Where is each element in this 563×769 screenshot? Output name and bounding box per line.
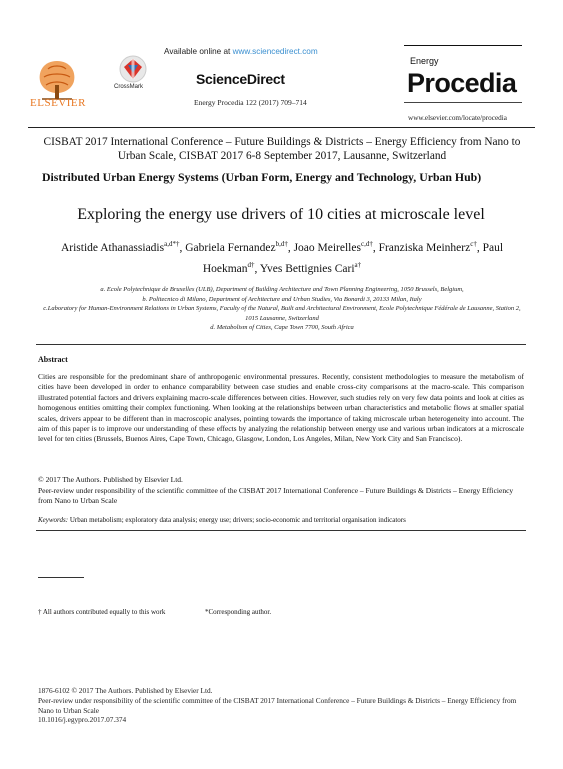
affiliation-b: b. Politecnico di Milano, Department of Architecture and Urban Studies, Via Bonardi 3, 20133 Milan, Italy bbox=[142, 295, 422, 303]
available-prefix: Available online at bbox=[164, 47, 233, 56]
author-affil-mark: c† bbox=[470, 240, 477, 248]
abstract-peer-review: Peer-review under responsibility of the scientific committee of the CISBAT 2017 International Conference – Future Buildings & Districts – Energy Efficiency from Nano to Urban Scale bbox=[38, 486, 514, 506]
publication-info bbox=[38, 686, 524, 725]
journal-logo-rule bbox=[404, 102, 522, 103]
abstract-copyright: © 2017 The Authors. Published by Elsevier Ltd. bbox=[38, 475, 183, 484]
author-list: Aristide Athanassiadis$^{a,d*\dagger}$, Gabriela Fernandez$^{b,d\dagger}$, Joao Meirelles$^{c,d\dagger}$, Franziska Meinherz$^{c\dagger}$, Paul Hoekman$^{d\dagger}$, Yves Bettignies Cari$^{a\dagger}$ bbox=[60, 240, 504, 275]
publisher-logo-text: ELSEVIER bbox=[30, 97, 86, 109]
header-divider bbox=[28, 127, 535, 128]
crossmark-label: CrossMark bbox=[114, 84, 144, 90]
author-affil-mark: a,d*† bbox=[164, 240, 180, 248]
author-affil-mark: b,d† bbox=[275, 240, 288, 248]
session-subtitle: Distributed Urban Energy Systems (Urban Form, Energy and Technology, Urban Hub) bbox=[42, 170, 482, 184]
keywords bbox=[38, 515, 524, 525]
affiliations bbox=[42, 285, 522, 333]
available-online bbox=[164, 47, 318, 56]
author-name: Aristide Athanassiadis bbox=[60, 241, 165, 254]
author-name: Paul Hoekman bbox=[202, 241, 504, 275]
author-name: Joao Meirelles bbox=[293, 241, 361, 254]
crossmark-icon[interactable] bbox=[118, 54, 148, 84]
issn-line: 1876-6102 © 2017 The Authors. Published by Elsevier Ltd. bbox=[38, 686, 213, 695]
keywords-label: Keywords: bbox=[38, 516, 69, 524]
footnote-corresponding: *Corresponding author. bbox=[205, 608, 272, 616]
journal-logo-big: Procedia bbox=[407, 68, 517, 98]
abstract-body: Cities are responsible for the predominant share of anthropogenic environmental pressures. Recently, consistent methodologies to measure the metabolism of cities have been developed in order to enhance comparability between case studies and enable cross-city comparisons at the macro-scale. This comparison illustrated potential factors and drivers explaining macro-scale differences between cities. However, such studies rely on very few data points and look at cities as homogenous entities omitting their complex functioning. When looking at the relationships between urban characteristics and metabolic flows at smaller spatial scales, drivers appear to be different than in macroscopic analyses, pointing towards the importance of taking microscale urban heterogeneity into account. The aim of this paper is to improve our understanding of these effects by analyzing the relationship between energy use and various urban indicators at a microscale level for ten cities (Brussels, Buenos Aires, Cape Town, Chicago, Glasgow, London, Los Angeles, Milan, New York City and San Francisco). bbox=[38, 372, 524, 444]
author-name: Gabriela Fernandez bbox=[185, 241, 276, 254]
journal-url[interactable]: www.elsevier.com/locate/procedia bbox=[408, 114, 507, 122]
footnote-rule bbox=[38, 577, 84, 578]
peer-review-line: Peer-review under responsibility of the scientific committee of the CISBAT 2017 International Conference – Future Buildings & Districts – Energy Efficiency from Nano to Urban Scale bbox=[38, 695, 517, 715]
affiliation-a: a. Ecole Polytechnique de Bruxelles (ULB), Department of Building Architecture and Town Planning Engineering, 1050 Brussels, Belgium, bbox=[100, 286, 464, 293]
sciencedirect-link[interactable]: www.sciencedirect.com bbox=[232, 47, 318, 56]
affiliation-d: d. Metabolism of Cities, Cape Town 7700, South Africa bbox=[210, 324, 354, 332]
footnote-equal-contribution: † All authors contributed equally to this work bbox=[38, 608, 166, 616]
doi-line[interactable]: 10.1016/j.egypro.2017.07.374 bbox=[38, 715, 127, 725]
author-name: Yves Bettignies Cari bbox=[259, 262, 355, 275]
abstract-bottom-rule bbox=[36, 530, 526, 531]
keywords-list: Urban metabolism; exploratory data analysis; energy use; drivers; socio-economic and territorial organisation indicators bbox=[68, 516, 406, 524]
conference-line: CISBAT 2017 International Conference – Future Buildings & Districts – Energy Efficiency from Nano to Urban Scale, CISBAT 2017 6-8 September 2017, Lausanne, Switzerland bbox=[43, 136, 521, 162]
sciencedirect-wordmark: ScienceDirect bbox=[196, 71, 285, 87]
author-affil-mark: a† bbox=[354, 260, 362, 269]
author-affil-mark: c,d† bbox=[360, 240, 373, 248]
journal-logo-small: Energy bbox=[410, 56, 439, 66]
paper-title: Exploring the energy use drivers of 10 cities at microscale level bbox=[77, 206, 485, 223]
affiliation-c: c.Laboratory for Human-Environment Relations in Urban Systems, Faculty of the Natural, Built and Architectural Environment, Ecole Polytechnique Fédérale de Lausanne, Station 2, 1015 Lausanne, Switzerland bbox=[43, 305, 521, 322]
author-name: Franziska Meinherz bbox=[378, 241, 471, 254]
abstract-top-rule bbox=[36, 344, 526, 345]
author-affil-mark: d† bbox=[247, 260, 255, 269]
abstract-heading: Abstract bbox=[38, 355, 68, 364]
journal-citation: Energy Procedia 122 (2017) 709–714 bbox=[194, 98, 307, 107]
